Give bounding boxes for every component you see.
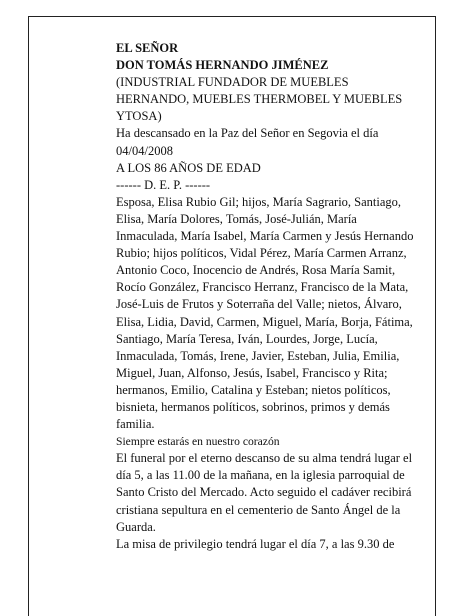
rest-place-date: Ha descansado en la Paz del Señor en Segovia el día 04/04/2008 (116, 126, 379, 158)
funeral-details: El funeral por el eterno descanso de su alma tendrá lugar el día 5, a las 11.00 de la mañana, en la iglesia parroquial de Santo Cristo del Mercado. Acto seguido el cadáver recibirá cristiana sepultura en el cementerio de Santo Ángel de la Guarda. (116, 451, 413, 534)
company-description: (INDUSTRIAL FUNDADOR DE MUEBLES HERNANDO, MUEBLES THERMOBEL Y MUEBLES YTOSA) (116, 75, 403, 124)
age-line: A LOS 86 AÑOS DE EDAD (116, 160, 261, 175)
family-list: Esposa, Elisa Rubio Gil; hijos, María Sagrario, Santiago, Elisa, María Dolores, Tomás, José-Julián, María Inmaculada, María Isabel, María Carmen y Jesús Hernando Rubio; hijos políticos, Vidal Pérez, María Carmen Arranz, Antonio Coco, Inocencio de Andrés, Rosa María Samit, Rocío González, Francisco Herranz, Francisco de la Mata, José-Luis de Frutos y Soterraña del Valle; nietos, Álvaro, Elisa, Lidia, David, Carmen, Miguel, María, Borja, Fátima, Santiago, María Teresa, Iván, Lourdes, Jorge, Lucía, Inmaculada, Tomás, Irene, Javier, Esteban, Julia, Emilia, Miguel, Juan, Alfonso, Jesús, Isabel, Francisco y Rita; hermanos, Emilio, Catalina y Esteban; nietos políticos, bisnieta, hermanos políticos, sobrinos, primos y demás familia. (116, 194, 414, 432)
obituary-notice (116, 40, 420, 553)
mass-details: La misa de privilegio tendrá lugar el día 7, a las 9.30 de (116, 536, 395, 551)
dep-line: ------ D. E. P. ------ (116, 177, 211, 192)
title-line-1: EL SEÑOR (116, 41, 179, 55)
deceased-name: DON TOMÁS HERNANDO JIMÉNEZ (116, 58, 329, 73)
heart-line: Siempre estarás en nuestro corazón (116, 435, 280, 449)
